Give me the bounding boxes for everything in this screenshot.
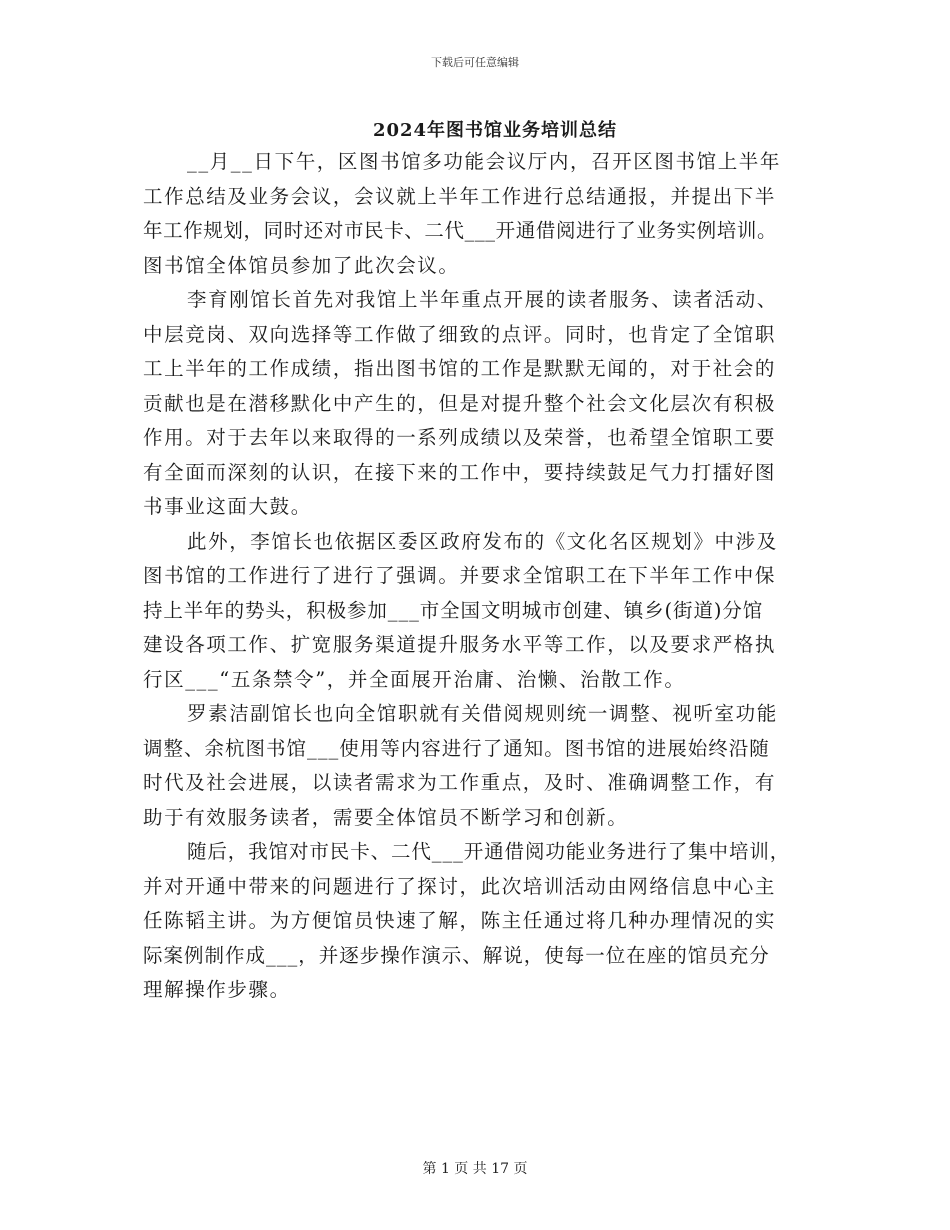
paragraph-line: 调整、余杭图书馆___使用等内容进行了通知。图书馆的进展始终沿随: [143, 736, 770, 760]
paragraph-line: 年工作规划，同时还对市民卡、二代___开通借阅进行了业务实例培训。: [143, 219, 778, 242]
paragraph-line: 随后，我馆对市民卡、二代___开通借阅功能业务进行了集中培训，: [187, 840, 791, 863]
paragraph: [143, 525, 833, 698]
document-body: [143, 145, 833, 1008]
paragraph-line: 工作总结及业务会议，会议就上半年工作进行总结通报，并提出下半: [143, 184, 777, 208]
page-header-note: 下载后可任意编辑: [431, 56, 519, 69]
paragraph-line: 工上半年的工作成绩，指出图书馆的工作是默默无闻的，对于社会的: [143, 357, 777, 380]
paragraph-line: 际案例制作成___，并逐步操作演示、解说，使每一位在座的馆员充分: [143, 943, 770, 967]
document-title: 2024年图书馆业务培训总结: [372, 120, 618, 141]
paragraph-line: __月__日下午，区图书馆多功能会议厅内，召开区图书馆上半年: [187, 150, 782, 173]
paragraph-line: 贡献也是在潜移默化中产生的，但是对提升整个社会文化层次有积极: [143, 391, 777, 415]
paragraph-line: 并对开通中带来的问题进行了探讨，此次培训活动由网络信息中心主: [143, 874, 777, 898]
paragraph-line: 行区___“五条禁令”，并全面展开治庸、治懒、治散工作。: [143, 667, 686, 691]
paragraph-line: 此外，李馆长也依据区委区政府发布的《文化名区规划》中涉及: [187, 529, 778, 553]
paragraph-line: 图书馆全体馆员参加了此次会议。: [143, 253, 460, 277]
paragraph-line: 建设各项工作、扩宽服务渠道提升服务水平等工作，以及要求严格执: [143, 633, 777, 656]
paragraph-line: 助于有效服务读者，需要全体馆员不断学习和创新。: [143, 805, 629, 829]
paragraph: [143, 697, 833, 835]
paragraph-line: 任陈韬主讲。为方便馆员快速了解，陈主任通过将几种办理情况的实: [143, 909, 777, 932]
paragraph-line: 李育刚馆长首先对我馆上半年重点开展的读者服务、读者活动、: [187, 288, 778, 311]
paragraph: [143, 283, 833, 525]
paragraph-line: 中层竞岗、双向选择等工作做了细致的点评。同时，也肯定了全馆职: [143, 322, 777, 346]
paragraph-line: 理解操作步骤。: [143, 978, 291, 1001]
paragraph: [143, 835, 833, 1008]
paragraph-line: 时代及社会进展，以读者需求为工作重点，及时、准确调整工作，有: [143, 771, 777, 794]
paragraph-line: 罗素洁副馆长也向全馆职就有关借阅规则统一调整、视听室功能: [187, 702, 778, 725]
paragraph-line: 持上半年的势头，积极参加___市全国文明城市创建、镇乡(街道)分馆: [143, 598, 764, 622]
paragraph-line: 有全面而深刻的认识，在接下来的工作中，要持续鼓足气力打擂好图: [143, 460, 777, 484]
page-number: 第 1 页 共 17 页: [422, 1161, 528, 1177]
paragraph: [143, 145, 833, 283]
paragraph-line: 书事业这面大鼓。: [143, 495, 312, 518]
paragraph-line: 图书馆的工作进行了进行了强调。并要求全馆职工在下半年工作中保: [143, 564, 777, 587]
paragraph-line: 作用。对于去年以来取得的一系列成绩以及荣誉，也希望全馆职工要: [143, 426, 777, 449]
